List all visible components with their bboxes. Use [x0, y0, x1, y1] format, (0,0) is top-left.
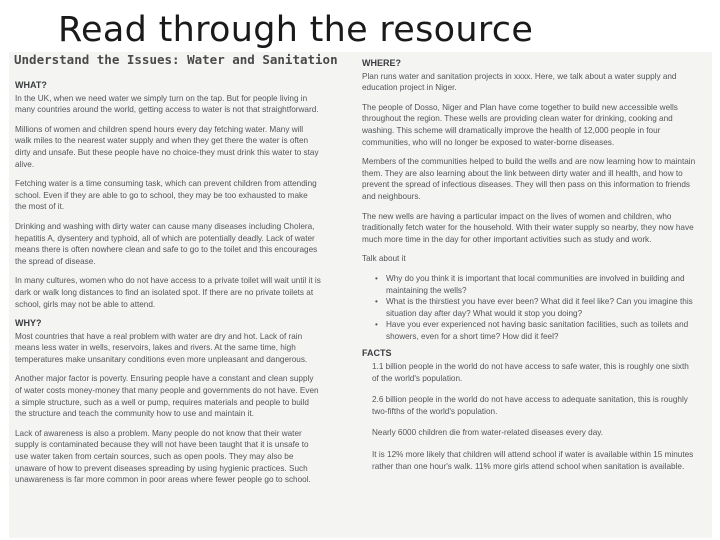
where-paragraph: Plan runs water and sanitation projects in xxxx. Here, we talk about a water supply and education project in Niger. [362, 71, 677, 93]
why-paragraph: Lack of awareness is also a problem. Many people do not know that their water supply is contaminated because they will not have been taught that it is unsafe to use water taken from certain sources, such as open pools. They may also be unaware of how to prevent diseases spreading by using hygienic practices. Such unawareness is far more common in poor areas where fewer people go to school. [15, 428, 311, 485]
what-paragraph: Millions of women and children spend hours every day fetching water. Many will walk miles to the nearest water supply and when they get there the water is often dirty and unsafe. But these people have no choice-they must drink this water to stay alive. [15, 124, 319, 169]
where-paragraph: The new wells are having a particular impact on the lives of women and children, who traditionally fetch water for the household. With their water supply so nearby, they now have much more time in the day for other important activities such as study and work. [362, 211, 694, 244]
facts-heading: FACTS [362, 348, 392, 359]
facts-list [362, 361, 697, 472]
slide-title: Read through the resource [58, 10, 534, 50]
document-scan [9, 52, 712, 538]
what-paragraph: In many cultures, women who do not have access to a private toilet will wait until it is dark or walk long distances to find an isolated spot. If there are no private toilets at school, girls may not be able to attend. [15, 276, 321, 309]
talk-item: • What is the thirstiest you have ever been? What did it feel like? Can you imagine this situation day after day? What would it stop you doing? [386, 296, 697, 319]
what-heading: WHAT? [15, 80, 47, 90]
what-paragraph: In the UK, when we need water we simply turn on the tap. But for people living in many countries around the world, getting access to water is not that straightforward. [15, 93, 319, 115]
talk-about-it-heading: Talk about it [362, 254, 406, 264]
what-paragraph: Drinking and washing with dirty water can cause many diseases including Cholera, hepatitis A, dysentery and typhoid, all of which are potentially deadly. Lack of water means there is often nowhere clean and safe to go to the toilet and this encourages the spread of disease. [15, 221, 318, 266]
left-column [15, 80, 321, 494]
talk-item: • Have you ever experienced not having basic sanitation facilities, such as toilets and showers, even for a short time? How did it feel? [386, 319, 697, 342]
fact-item: Nearly 6000 children die from water-related diseases every day. [372, 428, 604, 438]
document-title: Understand the Issues: Water and Sanitation [14, 52, 338, 67]
fact-item: 2.6 billion people in the world do not have access to adequate sanitation, this is roughly two-fifths of the world's population. [372, 395, 688, 416]
where-heading: WHERE? [362, 58, 401, 68]
where-paragraph: Members of the communities helped to build the wells and are now learning how to maintain them. They are also learning about the link between dirty water and ill health, and how to prevent the spread of infectious diseases. They will then pass on this information to friends and neighbours. [362, 157, 696, 201]
right-column [362, 58, 697, 482]
where-paragraph: The people of Dosso, Niger and Plan have come together to build new accessible wells throughout the region. These wells are providing clean water for drinking, cooking and washing. This scheme will dramatically improve the health of 12,000 people in four communities, who will no longer be exposed to water-borne diseases. [362, 102, 678, 147]
why-paragraph: Most countries that have a real problem with water are dry and hot. Lack of rain means less water in wells, reservoirs, lakes and rivers. At the same time, high temperatures make unsanitary conditions even more unpleasant and dangerous. [15, 331, 308, 364]
why-paragraph: Another major factor is poverty. Ensuring people have a constant and clean supply of water costs money-money that many people and governments do not have. Even a simple structure, such as a well or pump, requires materials and people to build the structure and teach the community how to use and maintain it. [15, 374, 319, 419]
fact-item: 1.1 billion people in the world do not have access to safe water, this is roughly one sixth of the world's population. [372, 362, 689, 383]
talk-item: • Why do you think it is important that local communities are involved in building and maintaining the wells? [386, 273, 697, 296]
why-heading: WHY? [15, 318, 42, 329]
talk-about-it-list [362, 273, 697, 343]
fact-item: It is 12% more likely that children will attend school if water is available within 15 minutes rather than one hour's walk. 11% more girls attend school when sanitation is available. [372, 450, 694, 471]
what-paragraph: Fetching water is a time consuming task, which can prevent children from attending school. Even if they are able to go to school, they may be too exhausted to make the most of it. [15, 179, 317, 212]
